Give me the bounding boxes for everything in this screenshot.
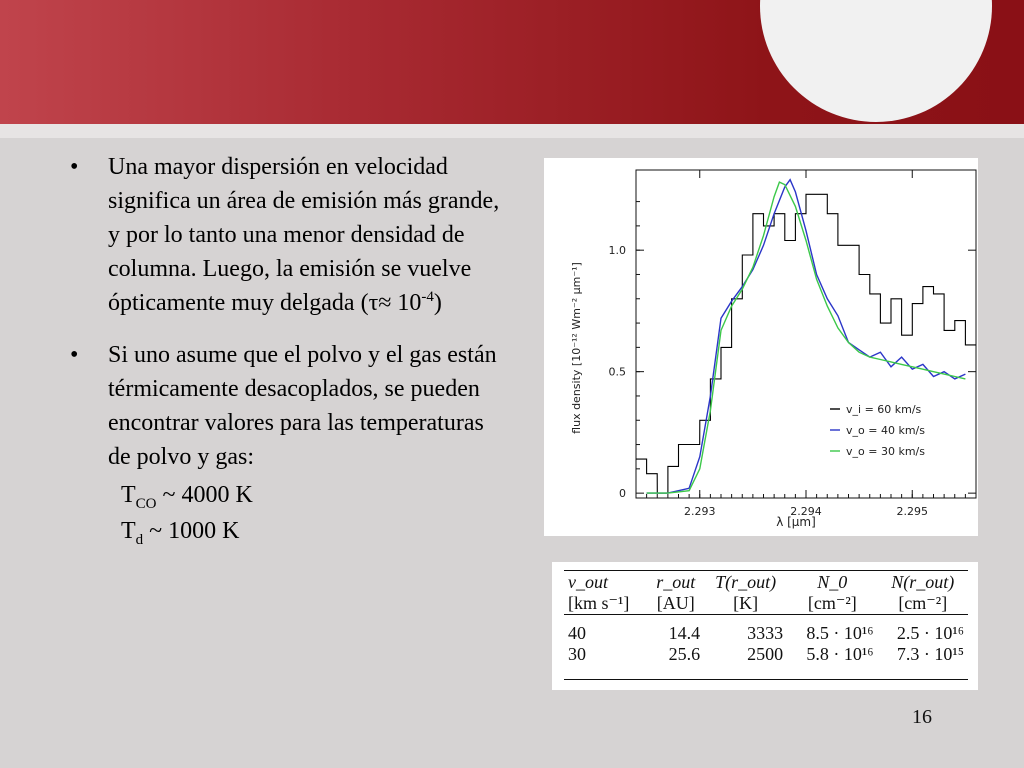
unit-v-out: [km s⁻¹]: [564, 593, 648, 615]
cell-t-rout: 3333: [747, 623, 784, 643]
temp-d-value: ~ 1000 K: [143, 518, 240, 544]
temp-co-value: ~ 4000 K: [156, 482, 253, 508]
cell-n-rout: 7.3 · 10¹⁵: [896, 644, 964, 664]
header-circle-decoration: [760, 0, 992, 122]
table-top-rule: [564, 570, 968, 571]
spectrum-chart: [544, 158, 978, 536]
bullet-dot: •: [70, 154, 79, 180]
table-bottom-rule: [564, 679, 968, 680]
temp-d-line: [70, 514, 510, 548]
header-v-out: v_out: [568, 572, 608, 592]
header-divider: [0, 124, 1024, 138]
temp-d-subscript: d: [135, 531, 144, 548]
table-units-row: [564, 593, 968, 615]
y-axis-label: flux density [10⁻¹² Wm⁻² μm⁻¹]: [570, 262, 583, 434]
unit-t-rout: [K]: [704, 593, 787, 615]
cell-v-out: 40: [568, 623, 586, 643]
cell-r-out: 25.6: [668, 644, 701, 664]
legend-entry: v_o = 30 km/s: [846, 445, 925, 458]
bullet-2-text: Si uno asume que el polvo y el gas están térmicamente desacoplados, se pueden encontrar valores para las temperaturas de polvo y gas:: [108, 342, 497, 470]
x-tick-label: 2.295: [896, 505, 928, 518]
x-axis-label: λ [μm]: [776, 515, 816, 529]
cell-n-rout: 2.5 · 10¹⁶: [896, 623, 964, 643]
cell-t-rout: 2500: [747, 644, 784, 664]
header-t-rout: T(r_out): [715, 572, 777, 592]
x-tick-label: 2.293: [684, 505, 716, 518]
y-tick-label: 0.5: [608, 365, 626, 379]
bullet-1-text: Una mayor dispersión en velocidad significa un área de emisión más grande, y por lo tanto una menor densidad de columna. Luego, la emisión se vuelve ópticamente muy delgada (τ≈ 10: [108, 154, 500, 316]
bullet-dot: •: [70, 342, 79, 368]
y-tick-label: 1.0: [608, 244, 626, 258]
cell-n0: 5.8 · 10¹⁶: [806, 644, 874, 664]
bullet-1-exponent: -4: [421, 289, 434, 305]
header-band: [0, 0, 1024, 124]
bullet-1-tail: ): [433, 290, 442, 316]
unit-n0: [cm⁻²]: [787, 593, 877, 615]
cell-r-out: 14.4: [668, 623, 701, 643]
spectrum-chart-svg: [544, 158, 978, 536]
table-header-row: [564, 572, 968, 593]
legend-entry: v_i = 60 km/s: [846, 403, 922, 416]
temp-co-symbol: T: [121, 482, 136, 508]
table-row: [564, 644, 968, 665]
temp-d-symbol: T: [121, 518, 136, 544]
unit-n-rout: [cm⁻²]: [878, 593, 968, 615]
header-r-out: r_out: [656, 572, 696, 592]
header-n-rout: N(r_out): [891, 572, 955, 592]
table-row: [564, 615, 968, 645]
header-n0: N_0: [817, 572, 848, 592]
page-number: 16: [912, 706, 932, 728]
slide-body: [70, 150, 510, 548]
plot-frame: [636, 170, 976, 498]
x-tick-label: 2.294: [790, 505, 822, 518]
unit-r-out: [AU]: [648, 593, 705, 615]
bullet-1: [70, 150, 510, 320]
y-tick-label: 0: [619, 487, 626, 501]
legend-entry: v_o = 40 km/s: [846, 424, 925, 437]
cell-v-out: 30: [568, 644, 586, 664]
cell-n0: 8.5 · 10¹⁶: [806, 623, 874, 643]
temp-co-subscript: CO: [135, 495, 157, 512]
results-table-panel: [552, 562, 978, 690]
temp-co-line: [70, 478, 510, 512]
results-table: [564, 572, 968, 665]
bullet-2: [70, 338, 510, 474]
